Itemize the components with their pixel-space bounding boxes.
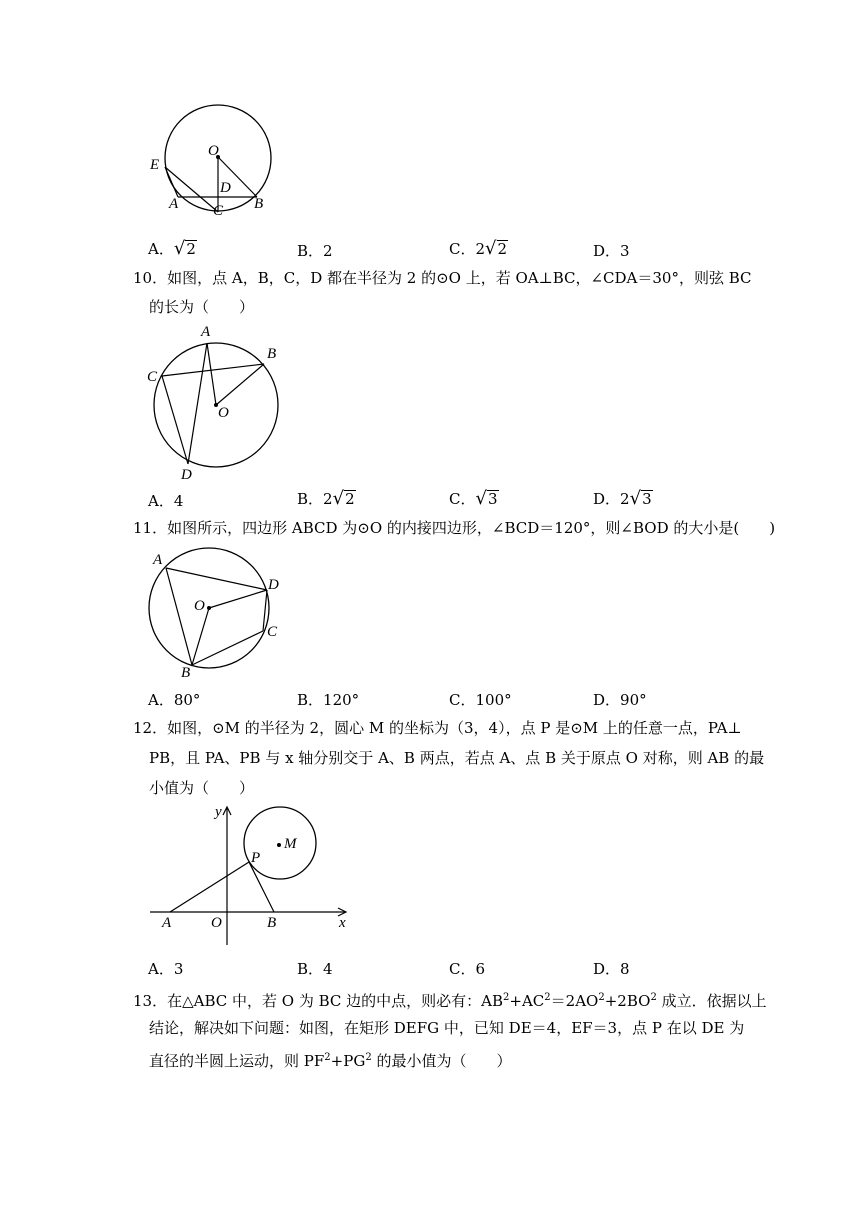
q13-stem-line3: 直径的半圆上运动，则 $PF^2+PG^2$ 的最小值为（ ） — [149, 1052, 512, 1070]
q11-label-c: C — [267, 624, 278, 640]
q12-label-a: A — [162, 915, 172, 931]
q9-label-e: E — [150, 157, 160, 173]
q12-stem-line1: 12．如图，⊙M 的半径为 2，圆心 M 的坐标为（3，4），点 P 是⊙M 上的任意一点，PA⊥ — [133, 719, 742, 737]
q9-option-a: A．√2 — [148, 238, 196, 259]
q10-option-a: A．4 — [148, 492, 184, 510]
q10-label-a: A — [201, 324, 211, 340]
q9-option-d: D．3 — [593, 242, 630, 260]
q9-figure — [140, 95, 285, 215]
q11-label-o: O — [194, 598, 205, 614]
q11-option-c: C．100° — [449, 691, 512, 709]
q9-option-b: B．2 — [297, 242, 333, 260]
q12-option-b: B．4 — [297, 960, 333, 978]
q11-option-b: B．120° — [297, 691, 360, 709]
q10-option-c: C．√3 — [449, 488, 498, 509]
q12-label-m: M — [284, 836, 297, 852]
q10-label-d: D — [181, 467, 192, 483]
q12-label-b: B — [267, 915, 277, 931]
q12-stem-line3: 小值为（ ） — [149, 779, 255, 797]
q10-label-o: O — [218, 405, 229, 421]
q11-figure — [145, 545, 285, 680]
q12-label-p: P — [251, 850, 261, 866]
q12-option-d: D．8 — [593, 960, 630, 978]
q9-label-c: C — [213, 203, 224, 215]
q10-option-d: D．2√3 — [593, 488, 652, 509]
q9-label-d: D — [220, 180, 231, 196]
q12-label-y: y — [215, 804, 222, 820]
q12-figure — [140, 800, 360, 950]
q11-label-a: A — [153, 552, 163, 568]
q11-label-d: D — [268, 577, 279, 593]
q12-stem-line2: PB，且 PA、PB 与 x 轴分别交于 A、B 两点，若点 A、点 B 关于原点 O 对称，则 AB 的最 — [149, 749, 765, 767]
q11-option-a: A．80° — [148, 691, 201, 709]
q9-option-c: C．2√2 — [449, 238, 508, 259]
q10-stem-line1: 10．如图，点 A，B，C，D 都在半径为 2 的⊙O 上，若 OA⊥BC，∠CDA＝30°，则弦 BC — [133, 269, 752, 287]
q10-option-b: B．2√2 — [297, 488, 355, 509]
q12-option-a: A．3 — [148, 960, 184, 978]
q11-option-d: D．90° — [593, 691, 647, 709]
q9-label-b: B — [254, 196, 264, 212]
q10-label-b: B — [267, 346, 277, 362]
q10-stem-line2: 的长为（ ） — [149, 298, 255, 316]
q12-label-x: x — [339, 915, 346, 931]
q9-label-a: A — [169, 196, 179, 212]
q10-label-c: C — [147, 369, 158, 385]
q12-label-o: O — [211, 915, 222, 931]
q10-figure — [140, 320, 290, 485]
q13-stem-line2: 结论，解决如下问题：如图，在矩形 DEFG 中，已知 DE＝4，EF＝3，点 P 在以 DE 为 — [149, 1019, 745, 1037]
q12-option-c: C．6 — [449, 960, 486, 978]
q13-stem-line1: 13．在△ABC 中，若 O 为 BC 边的中点，则必有：$AB^2+AC^2=2AO^2+2BO^2$ 成立．依据以上 — [133, 992, 767, 1010]
q9-label-o: O — [208, 143, 219, 159]
q11-label-b: B — [181, 665, 191, 680]
q11-stem-line1: 11．如图所示，四边形 ABCD 为⊙O 的内接四边形，∠BCD＝120°，则∠BOD 的大小是( ) — [133, 519, 776, 537]
